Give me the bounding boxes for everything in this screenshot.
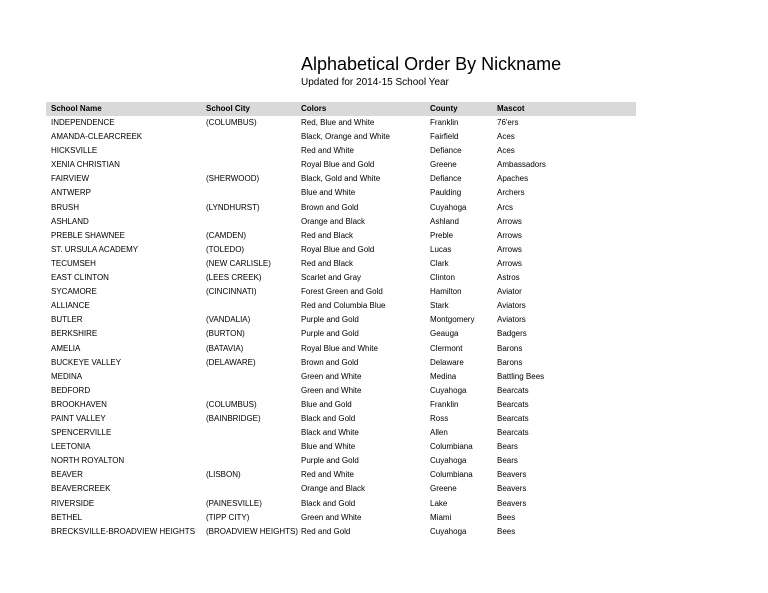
cell-school-city: (TOLEDO): [206, 244, 245, 254]
cell-colors: Black and Gold: [301, 413, 356, 423]
table-row: [46, 158, 636, 172]
cell-colors: Red, Blue and White: [301, 118, 375, 127]
cell-school-city: (NEW CARLISLE): [206, 258, 271, 268]
cell-county: Preble: [430, 230, 454, 240]
table-row: [46, 327, 636, 341]
cell-school-city: (BATAVIA): [206, 343, 244, 353]
cell-school-name: NORTH ROYALTON: [51, 456, 125, 466]
table-row: [46, 130, 636, 144]
cell-county: Medina: [430, 371, 457, 381]
cell-mascot: Aces: [497, 146, 515, 156]
cell-colors: Black and Gold: [301, 498, 356, 508]
header-mascot: Mascot: [497, 104, 525, 113]
cell-school-city: (DELAWARE): [206, 357, 256, 367]
cell-county: Ashland: [430, 216, 459, 226]
cell-school-name: TECUMSEH: [51, 258, 96, 268]
table-row: [46, 342, 636, 356]
cell-county: Clinton: [430, 273, 455, 283]
table-row: [46, 186, 636, 200]
cell-colors: Red and Black: [301, 230, 354, 240]
cell-colors: Brown and Gold: [301, 202, 359, 212]
cell-school-name: MEDINA: [51, 371, 83, 381]
header-school-city: School City: [206, 104, 251, 113]
cell-school-city: (COLUMBUS): [206, 399, 257, 409]
cell-school-name: INDEPENDENCE: [51, 118, 115, 127]
cell-county: Allen: [430, 428, 448, 438]
cell-school-name: BEDFORD: [51, 385, 91, 395]
cell-colors: Red and White: [301, 470, 354, 480]
cell-mascot: Battling Bees: [497, 371, 545, 381]
cell-school-city: (CAMDEN): [206, 230, 246, 240]
cell-colors: Purple and Gold: [301, 315, 359, 325]
cell-colors: Green and White: [301, 371, 362, 381]
cell-school-name: ST. URSULA ACADEMY: [51, 244, 139, 254]
table-row: [46, 215, 636, 229]
cell-mascot: Aviators: [497, 301, 526, 311]
table-row: [46, 257, 636, 271]
schools-table: [46, 102, 636, 539]
table-row: [46, 271, 636, 285]
cell-school-name: SYCAMORE: [51, 287, 97, 297]
cell-school-name: FAIRVIEW: [51, 174, 90, 184]
cell-colors: Red and White: [301, 146, 354, 156]
cell-colors: Red and Gold: [301, 526, 351, 536]
table-row: [46, 384, 636, 398]
cell-mascot: Arrows: [497, 244, 522, 254]
cell-mascot: Bearcats: [497, 385, 529, 395]
cell-school-name: AMANDA-CLEARCREEK: [51, 132, 143, 142]
cell-county: Stark: [430, 301, 449, 311]
cell-school-name: XENIA CHRISTIAN: [51, 160, 120, 170]
cell-school-city: (COLUMBUS): [206, 118, 257, 127]
cell-county: Franklin: [430, 118, 459, 127]
cell-mascot: Beavers: [497, 484, 527, 494]
cell-county: Cuyahoga: [430, 202, 467, 212]
cell-mascot: Apaches: [497, 174, 529, 184]
cell-county: Clark: [430, 258, 449, 268]
cell-colors: Black and White: [301, 428, 359, 438]
cell-school-name: BETHEL: [51, 512, 83, 522]
cell-county: Defiance: [430, 146, 462, 156]
table-row: [46, 412, 636, 426]
cell-mascot: Bearcats: [497, 399, 529, 409]
cell-county: Miami: [430, 512, 452, 522]
cell-mascot: Astros: [497, 273, 520, 283]
cell-colors: Orange and Black: [301, 216, 366, 226]
cell-mascot: Aviator: [497, 287, 522, 297]
table-row: [46, 201, 636, 215]
cell-colors: Black, Gold and White: [301, 174, 381, 184]
cell-school-city: (PAINESVILLE): [206, 498, 262, 508]
cell-colors: Red and Black: [301, 258, 354, 268]
cell-mascot: Beavers: [497, 470, 527, 480]
cell-school-name: PREBLE SHAWNEE: [51, 230, 125, 240]
cell-colors: Black, Orange and White: [301, 132, 390, 142]
cell-school-name: RIVERSIDE: [51, 498, 95, 508]
table-row: [46, 426, 636, 440]
cell-colors: Purple and Gold: [301, 329, 359, 339]
table-body: [46, 116, 636, 539]
table-row: [46, 398, 636, 412]
cell-school-city: (VANDALIA): [206, 315, 251, 325]
cell-mascot: Aviators: [497, 315, 526, 325]
cell-county: Ross: [430, 413, 449, 423]
cell-school-city: (LEES CREEK): [206, 273, 262, 283]
cell-school-city: (BURTON): [206, 329, 245, 339]
table-row: [46, 285, 636, 299]
cell-county: Greene: [430, 160, 457, 170]
cell-school-name: BERKSHIRE: [51, 329, 98, 339]
cell-mascot: Beavers: [497, 498, 527, 508]
cell-school-name: BEAVERCREEK: [51, 484, 111, 494]
cell-mascot: 76'ers: [497, 118, 519, 127]
cell-colors: Purple and Gold: [301, 456, 359, 466]
cell-mascot: Barons: [497, 343, 523, 353]
cell-school-name: BROOKHAVEN: [51, 399, 107, 409]
cell-school-name: ALLIANCE: [51, 301, 90, 311]
cell-school-name: BRECKSVILLE-BROADVIEW HEIGHTS: [51, 526, 196, 536]
cell-county: Greene: [430, 484, 457, 494]
header-county: County: [430, 104, 458, 113]
table-row: [46, 144, 636, 158]
cell-county: Columbiana: [430, 470, 473, 480]
cell-county: Franklin: [430, 399, 459, 409]
cell-colors: Blue and White: [301, 442, 356, 452]
cell-school-city: (SHERWOOD): [206, 174, 260, 184]
page-subtitle: Updated for 2014-15 School Year: [301, 77, 449, 88]
cell-mascot: Bees: [497, 512, 516, 522]
cell-school-name: ANTWERP: [51, 188, 91, 198]
cell-mascot: Badgers: [497, 329, 527, 339]
cell-school-name: EAST CLINTON: [51, 273, 109, 283]
table-row: [46, 525, 636, 539]
cell-school-city: (TIPP CITY): [206, 512, 250, 522]
table-row: [46, 440, 636, 454]
table-header: [46, 102, 636, 116]
table-row: [46, 468, 636, 482]
cell-school-city: (BAINBRIDGE): [206, 413, 261, 423]
cell-school-name: HICKSVILLE: [51, 146, 98, 156]
cell-mascot: Aces: [497, 132, 515, 142]
cell-county: Hamilton: [430, 287, 462, 297]
table-row: [46, 243, 636, 257]
cell-county: Cuyahoga: [430, 385, 467, 395]
cell-county: Lucas: [430, 244, 452, 254]
cell-county: Cuyahoga: [430, 526, 467, 536]
cell-county: Clermont: [430, 343, 463, 353]
cell-school-city: (LYNDHURST): [206, 202, 260, 212]
cell-mascot: Bearcats: [497, 413, 529, 423]
cell-colors: Blue and Gold: [301, 399, 352, 409]
cell-school-name: BUCKEYE VALLEY: [51, 357, 122, 367]
table-row: [46, 497, 636, 511]
table-row: [46, 229, 636, 243]
table-row: [46, 313, 636, 327]
cell-school-name: BUTLER: [51, 315, 83, 325]
cell-school-name: LEETONIA: [51, 442, 91, 452]
cell-colors: Forest Green and Gold: [301, 287, 383, 297]
header-colors: Colors: [301, 104, 327, 113]
cell-mascot: Arrows: [497, 258, 522, 268]
cell-school-name: BEAVER: [51, 470, 83, 480]
cell-mascot: Arcs: [497, 202, 513, 212]
cell-colors: Green and White: [301, 512, 362, 522]
cell-mascot: Barons: [497, 357, 523, 367]
cell-mascot: Ambassadors: [497, 160, 546, 170]
cell-county: Delaware: [430, 357, 464, 367]
cell-school-name: ASHLAND: [51, 216, 89, 226]
table-row: [46, 299, 636, 313]
header-school-name: School Name: [51, 104, 102, 113]
table-row: [46, 116, 636, 130]
cell-mascot: Bears: [497, 442, 518, 452]
table-row: [46, 454, 636, 468]
cell-mascot: Archers: [497, 188, 525, 198]
cell-colors: Royal Blue and Gold: [301, 160, 375, 170]
cell-colors: Royal Blue and Gold: [301, 244, 375, 254]
cell-colors: Royal Blue and White: [301, 343, 378, 353]
table-row: [46, 482, 636, 496]
cell-school-name: PAINT VALLEY: [51, 413, 106, 423]
cell-county: Geauga: [430, 329, 459, 339]
table-row: [46, 172, 636, 186]
cell-mascot: Bees: [497, 526, 516, 536]
page-title: Alphabetical Order By Nickname: [301, 54, 562, 74]
cell-county: Montgomery: [430, 315, 475, 325]
cell-colors: Scarlet and Gray: [301, 273, 362, 283]
cell-colors: Blue and White: [301, 188, 356, 198]
cell-county: Columbiana: [430, 442, 473, 452]
cell-county: Cuyahoga: [430, 456, 467, 466]
cell-colors: Red and Columbia Blue: [301, 301, 386, 311]
cell-school-name: SPENCERVILLE: [51, 428, 112, 438]
cell-county: Lake: [430, 498, 448, 508]
table-row: [46, 511, 636, 525]
cell-colors: Brown and Gold: [301, 357, 359, 367]
cell-colors: Orange and Black: [301, 484, 366, 494]
cell-colors: Green and White: [301, 385, 362, 395]
cell-school-name: AMELIA: [51, 343, 81, 353]
cell-school-city: (LISBON): [206, 470, 241, 480]
cell-mascot: Bearcats: [497, 428, 529, 438]
table-row: [46, 370, 636, 384]
cell-mascot: Arrows: [497, 216, 522, 226]
cell-school-city: (BROADVIEW HEIGHTS): [206, 526, 299, 536]
cell-county: Paulding: [430, 188, 462, 198]
cell-mascot: Arrows: [497, 230, 522, 240]
cell-mascot: Bears: [497, 456, 518, 466]
cell-school-name: BRUSH: [51, 202, 80, 212]
cell-county: Fairfield: [430, 132, 459, 142]
table-row: [46, 356, 636, 370]
cell-county: Defiance: [430, 174, 462, 184]
cell-school-city: (CINCINNATI): [206, 287, 257, 297]
